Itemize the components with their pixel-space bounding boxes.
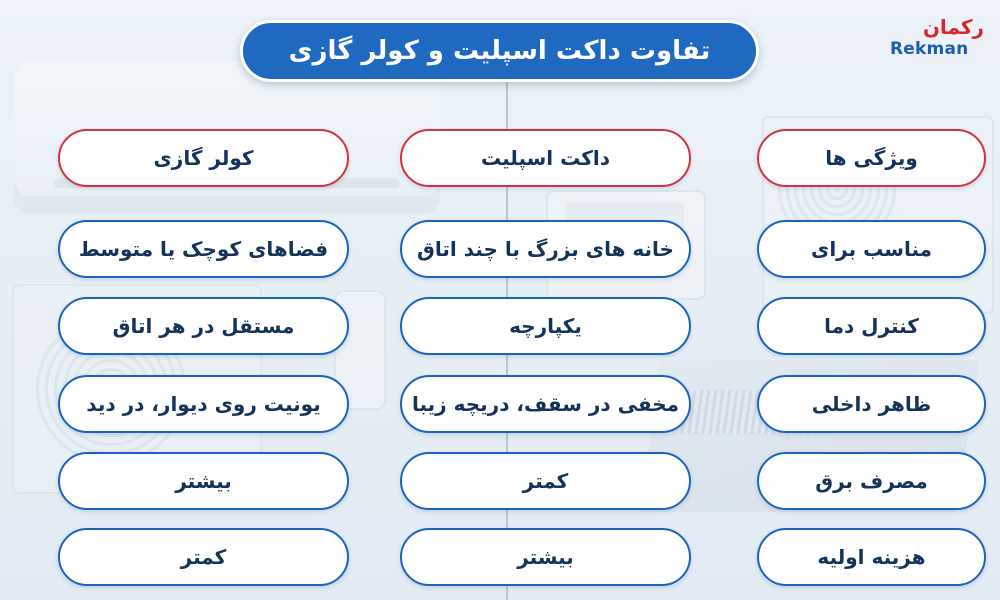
gas-cooler-cell: یونیت روی دیوار، در دید (58, 375, 349, 433)
logo-persian-text: رکمان (922, 15, 984, 39)
column-header-gas-cooler: کولر گازی (58, 129, 349, 187)
feature-cell: هزینه اولیه (757, 528, 986, 586)
logo-english-text: Rekman (890, 39, 969, 59)
duct-split-cell: مخفی در سقف، دریچه زیبا (400, 375, 691, 433)
gas-cooler-cell: بیشتر (58, 452, 349, 510)
page-title: تفاوت داکت اسپلیت و کولر گازی (240, 20, 759, 82)
duct-split-cell: خانه های بزرگ با چند اتاق (400, 220, 691, 278)
gas-cooler-cell: فضاهای کوچک یا متوسط (58, 220, 349, 278)
column-header-duct-split: داکت اسپلیت (400, 129, 691, 187)
gas-cooler-cell: کمتر (58, 528, 349, 586)
gas-cooler-cell: مستقل در هر اتاق (58, 297, 349, 355)
duct-split-cell: کمتر (400, 452, 691, 510)
feature-cell: ظاهر داخلی (757, 375, 986, 433)
feature-cell: مناسب برای (757, 220, 986, 278)
duct-split-cell: یکپارچه (400, 297, 691, 355)
column-header-features: ویژگی ها (757, 129, 986, 187)
brand-logo (886, 16, 986, 62)
feature-cell: کنترل دما (757, 297, 986, 355)
feature-cell: مصرف برق (757, 452, 986, 510)
duct-split-cell: بیشتر (400, 528, 691, 586)
